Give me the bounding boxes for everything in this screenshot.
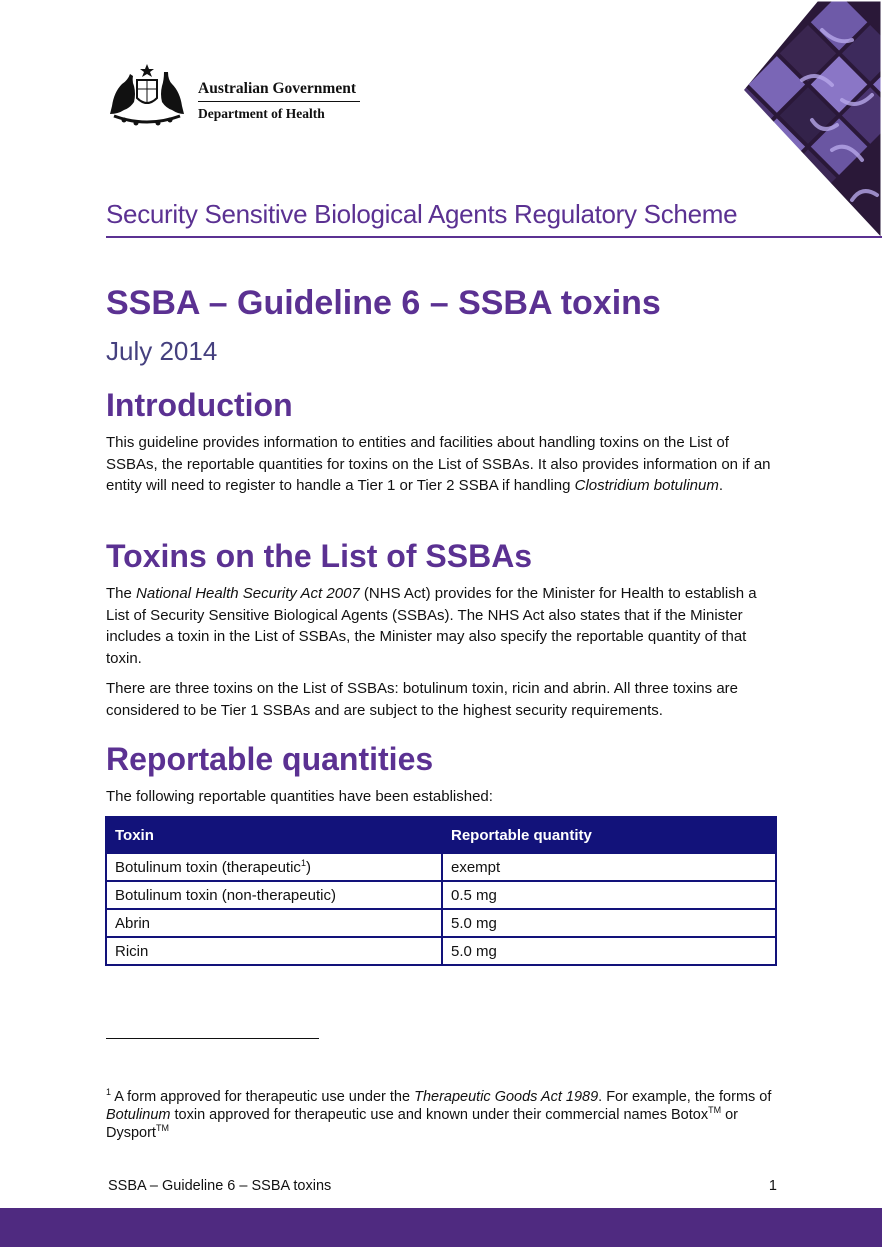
toxin-cell: Botulinum toxin (non-therapeutic) — [106, 881, 442, 909]
government-logo — [104, 62, 374, 128]
footnote-marker: 1 — [106, 1087, 112, 1098]
reportable-intro: The following reportable quantities have been established: — [106, 788, 493, 805]
coat-of-arms-icon — [104, 62, 190, 126]
quantity-cell: exempt — [442, 853, 776, 881]
table-header-row — [106, 817, 776, 853]
footnote-act-italic: Therapeutic Goods Act 1989 — [414, 1089, 599, 1105]
document-title: SSBA – Guideline 6 – SSBA toxins — [106, 284, 661, 322]
reportable-quantities-table — [105, 816, 777, 966]
introduction-italic-term: Clostridium botulinum — [574, 477, 719, 495]
footnote-text: or Dysport — [106, 1107, 739, 1141]
introduction-heading: Introduction — [106, 387, 293, 423]
scheme-divider — [106, 236, 882, 238]
footnote-text: toxin approved for therapeutic use and known under their commercial names Botox — [170, 1107, 709, 1123]
table-row — [106, 909, 776, 937]
logo-divider — [198, 101, 360, 102]
department-name: Department of Health — [198, 106, 325, 121]
toxin-name-end: ) — [305, 858, 311, 876]
toxins-p1-text: The — [106, 585, 137, 602]
footnote-text: A form approved for therapeutic use under the — [111, 1089, 415, 1105]
toxin-cell: Ricin — [106, 937, 442, 965]
toxins-heading: Toxins on the List of SSBAs — [106, 538, 533, 574]
quantity-cell: 5.0 mg — [442, 909, 776, 937]
column-header-quantity: Reportable quantity — [442, 817, 776, 853]
scheme-title: Security Sensitive Biological Agents Regulatory Scheme — [106, 199, 738, 229]
introduction-paragraph — [106, 432, 778, 497]
page-number: 1 — [768, 1178, 777, 1194]
quantity-cell: 5.0 mg — [442, 937, 776, 965]
footnote-text: . For example, the forms of — [598, 1089, 772, 1105]
toxins-p1-text-end: (NHS Act) provides for the Minister for Health to establish a List of Security Sensitive Biological Agents (SSBAs). The NHS Act also states that if the Minister includes a toxin in the List of SSBAs, the Minister may also specify the reportable quantity of that toxin. — [106, 585, 757, 667]
trademark-mark: TM — [155, 1123, 169, 1134]
act-title-italic: National Health Security Act 2007 — [136, 585, 360, 602]
trademark-mark: TM — [708, 1105, 722, 1116]
toxin-name: Botulinum toxin (therapeutic — [115, 858, 301, 876]
toxins-paragraph-1 — [106, 583, 778, 669]
table-row — [106, 937, 776, 965]
toxin-cell — [106, 853, 442, 881]
introduction-text-end: . — [718, 477, 724, 495]
footnote-reference: 1 — [300, 857, 306, 868]
table-row — [106, 881, 776, 909]
table-row — [106, 853, 776, 881]
footnote-divider — [106, 1038, 319, 1039]
column-header-toxin: Toxin — [106, 817, 442, 853]
corner-micrograph-image — [722, 0, 882, 240]
reportable-quantities-heading: Reportable quantities — [106, 741, 434, 777]
toxins-paragraph-2: There are three toxins on the List of SSBAs: botulinum toxin, ricin and abrin. All three toxins are considered to be Tier 1 SSBAs and are subject to the highest security requirements. — [106, 680, 738, 719]
quantity-cell: 0.5 mg — [442, 881, 776, 909]
introduction-text: This guideline provides information to entities and facilities about handling toxins on the List of SSBAs, the reportable quantities for toxins on the List of SSBAs. It also provides information on if an entity will need to register to handle a Tier 1 or Tier 2 SSBA if handling — [106, 434, 771, 495]
footer-bar — [0, 1208, 882, 1247]
government-name: Australian Government — [198, 80, 357, 97]
footnote-genus-italic: Botulinum — [106, 1107, 171, 1123]
footnote — [106, 1088, 786, 1142]
footer-document-name: SSBA – Guideline 6 – SSBA toxins — [108, 1178, 332, 1194]
toxin-cell: Abrin — [106, 909, 442, 937]
document-date: July 2014 — [106, 336, 218, 366]
